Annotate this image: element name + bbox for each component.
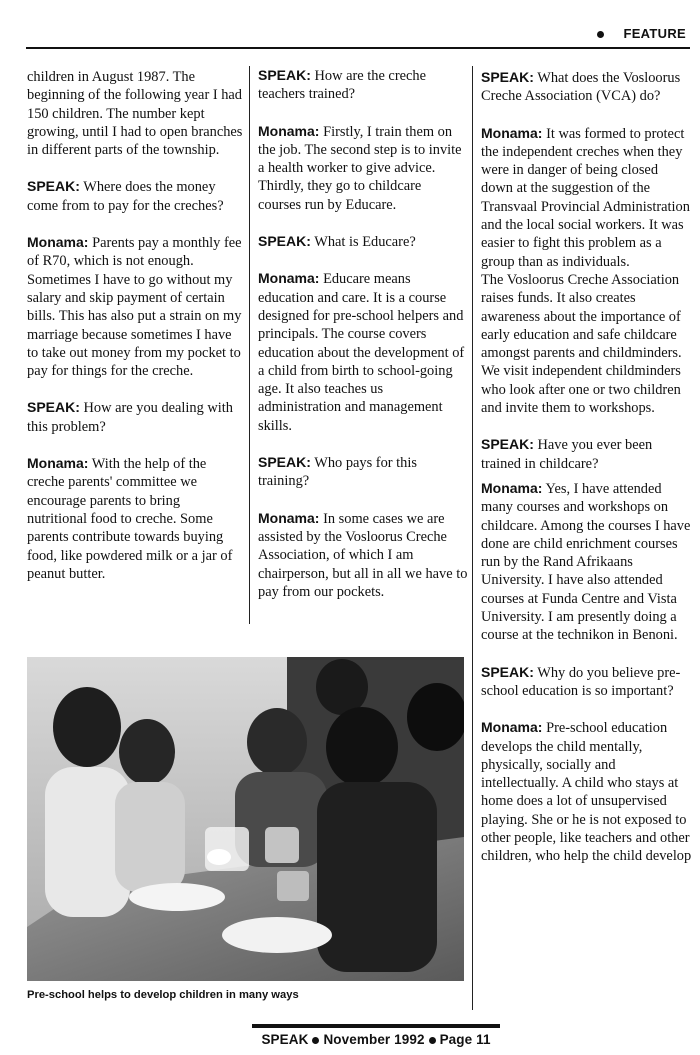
answer: Monama: In some cases we are assisted by the Vosloorus Creche Association, of which I am chairperson, but all in all we have to pay from our pockets. <box>258 509 468 600</box>
column-3 <box>481 68 693 884</box>
footer-rule <box>252 1024 500 1028</box>
question: SPEAK: Who pays for this training? <box>258 454 417 490</box>
bullet-icon <box>312 1037 319 1044</box>
answer: Monama: Firstly, I train them on the job. The second step is to invite a health worker to give advice. Thirdly, they go to childcare courses run by Educare. <box>258 122 462 213</box>
page-footer <box>252 1024 500 1047</box>
question: SPEAK: Have you ever been trained in childcare? <box>481 436 653 472</box>
speaker-label: SPEAK: <box>27 178 80 195</box>
speaker-label: SPEAK: <box>258 67 311 83</box>
bullet-icon <box>429 1037 436 1044</box>
answer: Monama: Pre-school education develops the child mentally, physically, socially and intellectually. A child who stays at home does a lot of unsupervised playing. She or he is not exposed to other people, like teachers and other children, who help the child develop <box>481 719 692 865</box>
question: SPEAK: What is Educare? <box>258 233 416 251</box>
issue-date: November 1992 <box>323 1032 425 1047</box>
footer-text <box>252 1032 500 1047</box>
paragraph: children in August 1987. The beginning of the following year I had 150 children. The number kept growing, until I had to open branches in different parts of the township. <box>27 69 243 159</box>
speaker-label: Monama: <box>258 270 320 287</box>
column-2 <box>258 66 468 619</box>
speaker-label: SPEAK: <box>258 233 311 250</box>
column-divider <box>249 66 250 624</box>
header-rule <box>26 47 690 49</box>
speaker-label: Monama: <box>481 479 543 496</box>
speaker-label: Monama: <box>27 234 89 251</box>
answer: Monama: Educare means education and care. It is a course designed for pre-school helpers and principals. The course covers education about the development of a child from birth to school-going age. It also teaches us administration and management skills. <box>258 270 465 434</box>
photo-image <box>27 657 464 981</box>
speaker-label: Monama: <box>258 509 320 526</box>
speaker-label: Monama: <box>481 719 543 736</box>
question: SPEAK: Why do you believe pre-school education is so important? <box>481 663 681 699</box>
answer: Monama: With the help of the creche parents' committee we encourage parents to bring nutritional food to creche. Some parents contribute towards buying food, like powdered milk or a jar of peanut butter. <box>27 455 233 582</box>
speaker-label: SPEAK: <box>258 454 311 471</box>
speaker-label: Monama: <box>481 124 543 141</box>
speaker-label: SPEAK: <box>27 399 80 416</box>
answer: Monama: Yes, I have attended many courses and workshops on childcare. Among the courses I have done are child enrichment courses run by the Rand Afrikaans University. I have also attended courses at Funda Centre and Vista University. I am presently doing a course at the technikon in Benoni. <box>481 479 691 644</box>
speaker-label: Monama: <box>258 122 320 139</box>
paragraph: The Vosloorus Creche Association raises funds. It also creates awareness about the importance of early education and safe childcare amongst parents and childminders. We visit independent childminders who look after one or two children and invite them to workshops. <box>481 271 682 417</box>
section-label: FEATURE <box>623 26 686 41</box>
bullet-icon <box>597 31 604 38</box>
children-photo <box>27 657 464 981</box>
page-number: Page 11 <box>439 1032 491 1047</box>
page-header <box>26 22 690 48</box>
speaker-label: SPEAK: <box>481 663 534 680</box>
question: SPEAK: How are the creche teachers trained? <box>258 67 426 103</box>
publication-name: SPEAK <box>261 1032 309 1047</box>
answer: Monama: It was formed to protect the independent creches when they were in danger of being closed down at the suggestion of the Transvaal Provincial Administration and the local social workers. It was easier to fight this problem as a group than as individuals. <box>481 124 690 270</box>
question: SPEAK: How are you dealing with this problem? <box>27 399 233 435</box>
column-divider <box>472 66 473 1010</box>
question: SPEAK: What does the Vosloorus Creche Association (VCA) do? <box>481 69 681 105</box>
photo-caption: Pre-school helps to develop children in many ways <box>27 989 299 1001</box>
answer: Monama: Parents pay a monthly fee of R70, which is not enough. Sometimes I have to go without my salary and skip payment of certain bills. This has also put a strain on my marriage because sometimes I have to take out money from my pocket to pay for things for the creche. <box>27 234 242 380</box>
column-1 <box>27 68 243 601</box>
question: SPEAK: Where does the money come from to pay for the creches? <box>27 178 224 214</box>
speaker-label: Monama: <box>27 455 89 472</box>
speaker-label: SPEAK: <box>481 69 534 85</box>
speaker-label: SPEAK: <box>481 436 534 453</box>
